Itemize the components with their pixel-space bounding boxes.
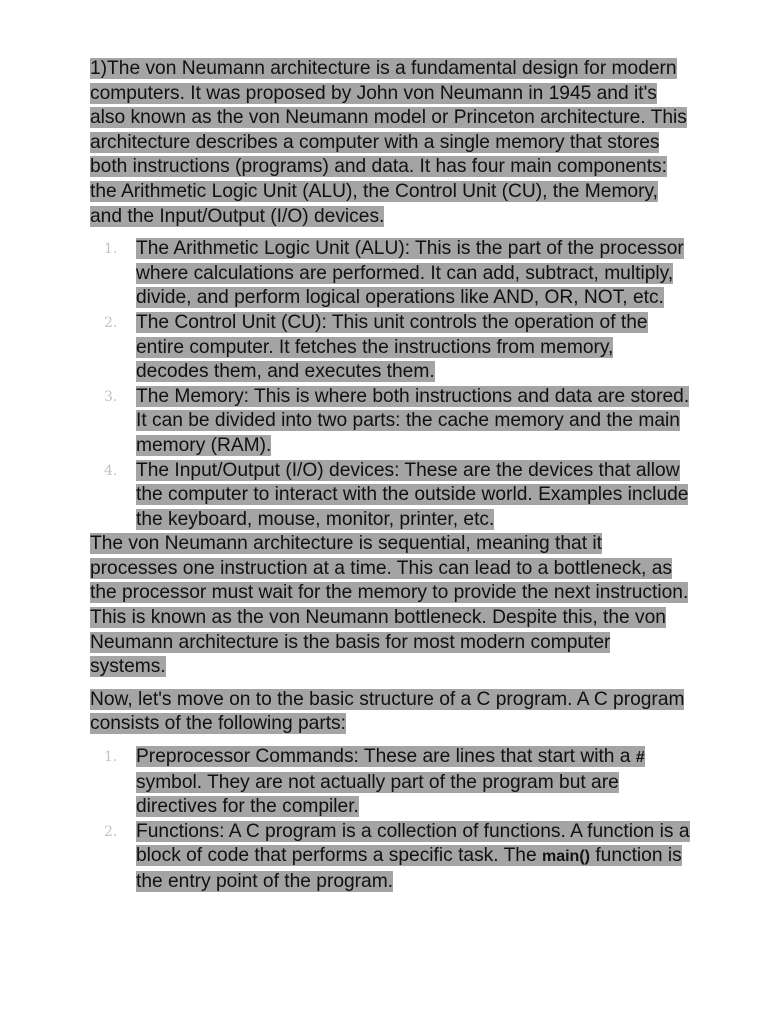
sequential-paragraph	[90, 532, 690, 680]
list-item	[90, 311, 690, 385]
list-item	[90, 820, 690, 895]
components-list	[90, 237, 690, 532]
list-item-text	[136, 746, 645, 817]
list-item-text-after: function is the entry point of the program.	[136, 845, 682, 892]
c-intro-paragraph	[90, 688, 690, 737]
main-function-code: main()	[541, 848, 590, 866]
list-number: 1.	[104, 241, 118, 258]
list-number: 2.	[104, 314, 118, 331]
list-item-text: The Memory: This is where both instructions and data are stored. It can be divided into two parts: the cache memory and the main memory (RAM).	[136, 385, 690, 456]
list-number: 2.	[104, 823, 118, 840]
list-number: 1.	[104, 749, 118, 766]
list-item	[90, 237, 690, 311]
list-item	[90, 745, 690, 820]
list-number: 4.	[104, 462, 118, 479]
list-item-text	[136, 821, 690, 892]
list-item-text-after: symbol. They are not actually part of the program but are directives for the compiler.	[136, 771, 619, 818]
intro-paragraph	[90, 57, 690, 229]
c-intro-text: Now, let's move on to the basic structure of a C program. A C program consists of the following parts:	[90, 688, 685, 735]
list-item-text-before: Functions: A C program is a collection of functions. A function is a block of code that performs a specific task. The	[136, 820, 690, 867]
list-item-text-before: Preprocessor Commands: These are lines that start with a	[136, 746, 636, 768]
list-item	[90, 385, 690, 459]
list-number: 3.	[104, 388, 118, 405]
list-item-text: The Control Unit (CU): This unit controls the operation of the entire computer. It fetches the instructions from memory, decodes them, and executes them.	[136, 311, 648, 383]
sequential-text: The von Neumann architecture is sequential, meaning that it processes one instruction at a time. This can lead to a bottleneck, as the processor must wait for the memory to provide the next instruction. This is known as the von Neumann bottleneck. Despite this, the von Neumann architecture is the basis for most modern computer systems.	[90, 533, 689, 678]
list-item	[90, 459, 690, 533]
hash-symbol-code: #	[635, 749, 645, 767]
c-parts-list	[90, 745, 690, 895]
intro-text: 1)The von Neumann architecture is a fundamental design for modern computers. It was proposed by John von Neumann in 1945 and it's also known as the von Neumann model or Princeton architecture. This architecture describes a computer with a single memory that stores both instructions (programs) and data. It has four main components: the Arithmetic Logic Unit (ALU), the Control Unit (CU), the Memory, and the Input/Output (I/O) devices.	[90, 58, 687, 227]
list-item-text: The Input/Output (I/O) devices: These are the devices that allow the computer to interact with the outside world. Examples include the keyboard, mouse, monitor, printer, etc.	[136, 459, 689, 530]
document-body	[90, 57, 690, 895]
list-item-text: The Arithmetic Logic Unit (ALU): This is the part of the processor where calculations are performed. It can add, subtract, multiply, divide, and perform logical operations like AND, OR, NOT, etc.	[136, 238, 684, 309]
